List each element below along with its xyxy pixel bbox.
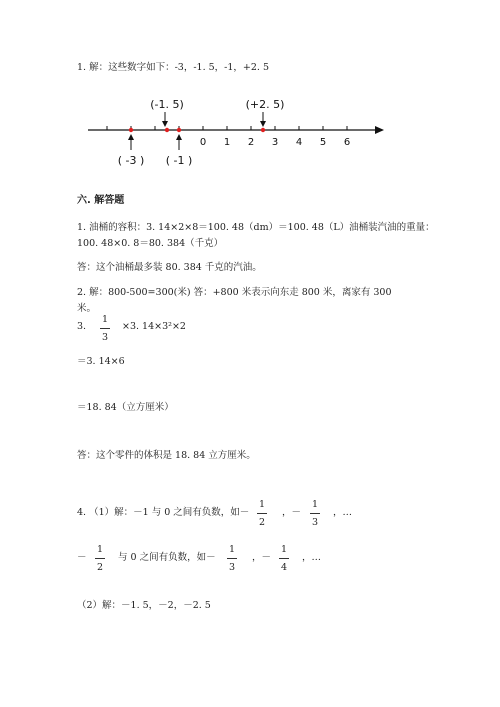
point-pos2-5	[261, 128, 265, 132]
p3-answer: 答：这个零件的体积是 18. 84 立方厘米。	[77, 450, 256, 461]
p3-frac-num: 1	[101, 314, 109, 325]
tick-label-6: 6	[343, 137, 351, 148]
tick-label-0: 0	[199, 137, 207, 148]
p4-part1b-mid: 与 0 之间有负数，如－	[118, 552, 216, 563]
point-neg1	[177, 128, 181, 132]
p2-line2: 米。	[77, 303, 97, 314]
number-line-figure	[0, 90, 500, 270]
label-neg1-5: (-1. 5)	[150, 98, 184, 111]
arrow-up-icon	[176, 134, 182, 140]
p4-part1b-prefix: －	[77, 552, 87, 563]
arrow-up-icon	[128, 134, 134, 140]
p4-part1b-end: ，…	[302, 552, 322, 563]
p1-answer: 答：这个油桶最多装 80. 384 千克的汽油。	[77, 262, 262, 273]
axis-arrow	[375, 126, 384, 134]
arrow-down-icon	[162, 121, 168, 127]
p3-frac-den: 3	[101, 332, 109, 343]
p2-line1: 2. 解：800-500=300(米) 答：+800 米表示向东走 800 米，离家有 300	[77, 287, 392, 298]
p3-prefix: 3.	[77, 321, 87, 332]
tick-label-1: 1	[223, 137, 231, 148]
label-pos2-5: (+2. 5)	[245, 98, 285, 111]
point-neg1-5	[165, 128, 169, 132]
p4-frac-d: 1 3	[228, 544, 236, 573]
tick-label-3: 3	[271, 137, 279, 148]
p4-part2: （2）解：－1. 5，－2，－2. 5	[77, 600, 211, 611]
tick-label-2: 2	[247, 137, 255, 148]
p4-frac-e: 1 4	[280, 544, 288, 573]
p1-line1: 1. 油桶的容积：3. 14×2×8＝100. 48（dm）＝100. 48（L）油桶装汽油的重量：	[77, 222, 435, 233]
p4-part1b-sep: ，－	[252, 552, 272, 563]
p3-step1: ＝3. 14×6	[77, 356, 125, 367]
point-neg3	[129, 128, 133, 132]
tick-label-5: 5	[319, 137, 327, 148]
tick-label-4: 4	[295, 137, 303, 148]
p3-expr: ×3. 14×3²×2	[122, 321, 186, 332]
section-title: 六. 解答题	[77, 195, 125, 206]
label-neg1: ( -1 )	[165, 154, 193, 167]
p1-line2: 100. 48×0. 8＝80. 384（千克）	[77, 238, 224, 249]
p4-frac-a: 1 2	[258, 499, 266, 528]
p4-part1-prefix: 4. （1）解：－1 与 0 之间有负数，如－	[77, 507, 250, 518]
p4-part1-end: ，…	[333, 507, 353, 518]
p4-part1-sep: ，－	[282, 507, 302, 518]
arrow-down-icon	[260, 121, 266, 127]
p4-frac-b: 1 3	[311, 499, 319, 528]
p3-fraction	[100, 314, 110, 343]
p3-step2: ＝18. 84（立方厘米）	[77, 402, 174, 413]
label-neg3: ( -3 )	[117, 154, 145, 167]
q1-text: 1. 解：这些数字如下：-3，-1. 5，-1，+2. 5	[77, 62, 270, 73]
p4-frac-c: 1 2	[96, 544, 104, 573]
